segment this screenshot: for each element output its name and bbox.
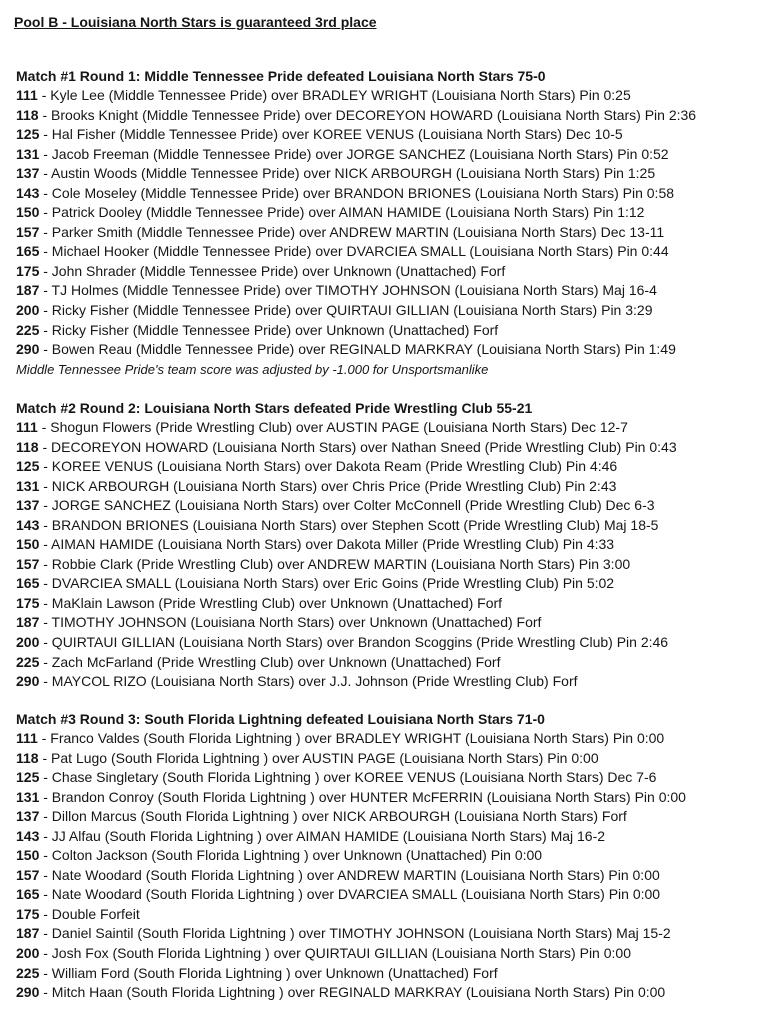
weight-class: 165 xyxy=(16,575,40,592)
bout-list xyxy=(16,86,764,360)
bout-row xyxy=(16,223,764,243)
weight-class: 175 xyxy=(16,594,40,611)
bout-row xyxy=(16,340,764,360)
weight-class: 187 xyxy=(16,925,40,942)
bout-row xyxy=(16,866,764,886)
bout-row xyxy=(16,613,764,633)
weight-class: 143 xyxy=(16,184,40,201)
bout-row xyxy=(16,924,764,944)
bout-row xyxy=(16,535,764,555)
bout-result: - Josh Fox (South Florida Lightning ) over QUIRTAUI GILLIAN (Louisiana North Stars) Pin 0:00 xyxy=(39,945,631,962)
bout-row xyxy=(16,262,764,282)
bout-result: - Pat Lugo (South Florida Lightning ) over AUSTIN PAGE (Louisiana North Stars) Pin 0:00 xyxy=(38,749,599,766)
bout-result: - AIMAN HAMIDE (Louisiana North Stars) over Dakota Miller (Pride Wrestling Club) Pin 4:33 xyxy=(39,536,615,553)
bout-row xyxy=(16,653,764,673)
bout-result: - Zach McFarland (Pride Wrestling Club) over Unknown (Unattached) Forf xyxy=(39,653,501,670)
bout-result: - Double Forfeit xyxy=(39,905,140,922)
bout-result: - Colton Jackson (South Florida Lightning ) over Unknown (Unattached) Pin 0:00 xyxy=(39,847,543,864)
bout-result: - Mitch Haan (South Florida Lightning ) over REGINALD MARKRAY (Louisiana North Stars) Pin 0:00 xyxy=(39,984,666,1001)
bout-result: - Franco Valdes (South Florida Lightning ) over BRADLEY WRIGHT (Louisiana North Stars) Pin 0:00 xyxy=(37,730,665,746)
bout-row xyxy=(16,164,764,184)
bout-result: - Hal Fisher (Middle Tennessee Pride) over KOREE VENUS (Louisiana North Stars) Dec 10-5 xyxy=(39,126,623,143)
bout-row xyxy=(16,574,764,594)
bout-result: - Daniel Saintil (South Florida Lightning ) over TIMOTHY JOHNSON (Louisiana North Stars) Maj 15-2 xyxy=(39,925,671,942)
weight-class: 131 xyxy=(16,145,40,162)
bout-result: - Michael Hooker (Middle Tennessee Pride) over DVARCIEA SMALL (Louisiana North Stars) Pin 0:44 xyxy=(39,243,669,260)
bout-row xyxy=(16,145,764,165)
bout-result: - KOREE VENUS (Louisiana North Stars) over Dakota Ream (Pride Wrestling Club) Pin 4:46 xyxy=(39,458,618,475)
bout-row xyxy=(16,964,764,984)
bout-result: - JORGE SANCHEZ (Louisiana North Stars) over Colter McConnell (Pride Wrestling Club) Dec 6-3 xyxy=(39,497,655,514)
weight-class: 143 xyxy=(16,827,40,844)
bout-result: - Robbie Clark (Pride Wrestling Club) over ANDREW MARTIN (Louisiana North Stars) Pin 3:00 xyxy=(39,555,631,572)
bout-row xyxy=(16,749,764,769)
weight-class: 137 xyxy=(16,808,40,825)
bout-result: - Nate Woodard (South Florida Lightning ) over DVARCIEA SMALL (Louisiana North Stars) Pin 0:00 xyxy=(39,886,661,903)
bout-result: - Kyle Lee (Middle Tennessee Pride) over BRADLEY WRIGHT (Louisiana North Stars) Pin 0:25 xyxy=(37,87,631,103)
match-title: Match #2 Round 2: Louisiana North Stars defeated Pride Wrestling Club 55-21 xyxy=(16,400,533,416)
weight-class: 118 xyxy=(16,438,39,455)
pool-header: Pool B - Louisiana North Stars is guaranteed 3rd place xyxy=(14,14,377,30)
weight-class: 225 xyxy=(16,964,40,981)
weight-class: 290 xyxy=(16,341,40,358)
bout-result: - NICK ARBOURGH (Louisiana North Stars) over Chris Price (Pride Wrestling Club) Pin 2:43 xyxy=(39,477,617,494)
weight-class: 225 xyxy=(16,653,40,670)
bout-result: - Cole Moseley (Middle Tennessee Pride) over BRANDON BRIONES (Louisiana North Stars) Pin 0:58 xyxy=(39,184,675,201)
bout-row xyxy=(16,846,764,866)
weight-class: 150 xyxy=(16,536,40,553)
match-3 xyxy=(16,710,764,1003)
weight-class: 165 xyxy=(16,243,40,260)
bout-row xyxy=(16,983,764,1003)
bout-result: - Chase Singletary (South Florida Lightning ) over KOREE VENUS (Louisiana North Stars) Dec 7-6 xyxy=(39,769,657,786)
bout-row xyxy=(16,242,764,262)
bout-row xyxy=(16,203,764,223)
bout-result: - Patrick Dooley (Middle Tennessee Pride) over AIMAN HAMIDE (Louisiana North Stars) Pin 1:12 xyxy=(39,204,645,221)
weight-class: 118 xyxy=(16,106,39,123)
bout-result: - Brandon Conroy (South Florida Lightning ) over HUNTER McFERRIN (Louisiana North Stars) Pin 0:00 xyxy=(39,788,686,805)
bout-row xyxy=(16,184,764,204)
bout-row xyxy=(16,729,764,749)
match-2 xyxy=(16,399,764,692)
bout-row xyxy=(16,418,764,438)
weight-class: 111 xyxy=(16,730,38,746)
weight-class: 157 xyxy=(16,555,40,572)
weight-class: 111 xyxy=(16,419,38,435)
weight-class: 157 xyxy=(16,866,40,883)
weight-class: 125 xyxy=(16,458,40,475)
score-adjustment-note: Middle Tennessee Pride's team score was adjusted by -1.000 for Unsportsmanlike xyxy=(16,361,489,377)
bout-result: - Bowen Reau (Middle Tennessee Pride) over REGINALD MARKRAY (Louisiana North Stars) Pin 1:49 xyxy=(39,341,676,358)
weight-class: 150 xyxy=(16,204,40,221)
bout-row xyxy=(16,125,764,145)
bout-result: - DECOREYON HOWARD (Louisiana North Stars) over Nathan Sneed (Pride Wrestling Club) Pin 0:43 xyxy=(38,438,677,455)
bout-result: - TJ Holmes (Middle Tennessee Pride) over TIMOTHY JOHNSON (Louisiana North Stars) Maj 16-4 xyxy=(39,282,657,299)
weight-class: 200 xyxy=(16,302,40,319)
weight-class: 187 xyxy=(16,282,40,299)
match-title: Match #3 Round 3: South Florida Lightning defeated Louisiana North Stars 71-0 xyxy=(16,711,545,727)
weight-class: 187 xyxy=(16,614,40,631)
bout-result: - Shogun Flowers (Pride Wrestling Club) over AUSTIN PAGE (Louisiana North Stars) Dec 12-7 xyxy=(37,419,628,435)
bout-result: - John Shrader (Middle Tennessee Pride) over Unknown (Unattached) Forf xyxy=(39,262,506,279)
bout-row xyxy=(16,555,764,575)
bout-row xyxy=(16,905,764,925)
weight-class: 175 xyxy=(16,262,40,279)
bout-row xyxy=(16,944,764,964)
bout-row xyxy=(16,281,764,301)
bout-result: - DVARCIEA SMALL (Louisiana North Stars) over Eric Goins (Pride Wrestling Club) Pin 5:02 xyxy=(39,575,615,592)
bout-list xyxy=(16,418,764,692)
bout-result: - TIMOTHY JOHNSON (Louisiana North Stars) over Unknown (Unattached) Forf xyxy=(39,614,542,631)
bout-result: - MaKlain Lawson (Pride Wrestling Club) over Unknown (Unattached) Forf xyxy=(39,594,503,611)
bout-result: - BRANDON BRIONES (Louisiana North Stars) over Stephen Scott (Pride Wrestling Club) Maj 18-5 xyxy=(39,516,659,533)
match-1 xyxy=(16,67,764,379)
match-title: Match #1 Round 1: Middle Tennessee Pride defeated Louisiana North Stars 75-0 xyxy=(16,68,546,84)
bout-row xyxy=(16,301,764,321)
weight-class: 118 xyxy=(16,749,39,766)
weight-class: 125 xyxy=(16,769,40,786)
weight-class: 165 xyxy=(16,886,40,903)
bout-row xyxy=(16,457,764,477)
bout-result: - Ricky Fisher (Middle Tennessee Pride) over Unknown (Unattached) Forf xyxy=(39,321,499,338)
weight-class: 175 xyxy=(16,905,40,922)
bout-row xyxy=(16,106,764,126)
bout-result: - Parker Smith (Middle Tennessee Pride) over ANDREW MARTIN (Louisiana North Stars) Dec 13-11 xyxy=(39,223,665,240)
bout-row xyxy=(16,768,764,788)
bout-row xyxy=(16,633,764,653)
weight-class: 290 xyxy=(16,673,40,690)
bout-result: - Dillon Marcus (South Florida Lightning ) over NICK ARBOURGH (Louisiana North Stars) Forf xyxy=(39,808,627,825)
weight-class: 150 xyxy=(16,847,40,864)
bout-row xyxy=(16,807,764,827)
bout-row xyxy=(16,496,764,516)
bout-result: - Nate Woodard (South Florida Lightning ) over ANDREW MARTIN (Louisiana North Stars) Pin 0:00 xyxy=(39,866,660,883)
bout-row xyxy=(16,788,764,808)
bout-row xyxy=(16,594,764,614)
bout-row xyxy=(16,885,764,905)
weight-class: 131 xyxy=(16,477,40,494)
bout-result: - MAYCOL RIZO (Louisiana North Stars) over J.J. Johnson (Pride Wrestling Club) Forf xyxy=(39,673,578,690)
weight-class: 125 xyxy=(16,126,40,143)
weight-class: 200 xyxy=(16,945,40,962)
bout-result: - QUIRTAUI GILLIAN (Louisiana North Stars) over Brandon Scoggins (Pride Wrestling Club) Pin 2:46 xyxy=(39,634,669,651)
bout-row xyxy=(16,86,764,106)
bout-result: - JJ Alfau (South Florida Lightning ) over AIMAN HAMIDE (Louisiana North Stars) Maj 16-2 xyxy=(39,827,606,844)
weight-class: 111 xyxy=(16,87,38,103)
weight-class: 200 xyxy=(16,634,40,651)
bout-result: - Jacob Freeman (Middle Tennessee Pride) over JORGE SANCHEZ (Louisiana North Stars) Pin 0:52 xyxy=(39,145,669,162)
bout-result: - Brooks Knight (Middle Tennessee Pride) over DECOREYON HOWARD (Louisiana North Stars) Pin 2:36 xyxy=(38,106,697,123)
weight-class: 157 xyxy=(16,223,40,240)
weight-class: 290 xyxy=(16,984,40,1001)
bout-list xyxy=(16,729,764,1003)
weight-class: 143 xyxy=(16,516,40,533)
bout-result: - Ricky Fisher (Middle Tennessee Pride) over QUIRTAUI GILLIAN (Louisiana North Stars) Pin 3:29 xyxy=(39,302,653,319)
bout-result: - William Ford (South Florida Lightning ) over Unknown (Unattached) Forf xyxy=(39,964,498,981)
weight-class: 137 xyxy=(16,165,40,182)
bout-row xyxy=(16,438,764,458)
weight-class: 137 xyxy=(16,497,40,514)
bout-row xyxy=(16,477,764,497)
bout-result: - Austin Woods (Middle Tennessee Pride) over NICK ARBOURGH (Louisiana North Stars) Pin 1:25 xyxy=(39,165,656,182)
weight-class: 131 xyxy=(16,788,40,805)
bout-row xyxy=(16,827,764,847)
bout-row xyxy=(16,672,764,692)
bout-row xyxy=(16,516,764,536)
bout-row xyxy=(16,321,764,341)
weight-class: 225 xyxy=(16,321,40,338)
